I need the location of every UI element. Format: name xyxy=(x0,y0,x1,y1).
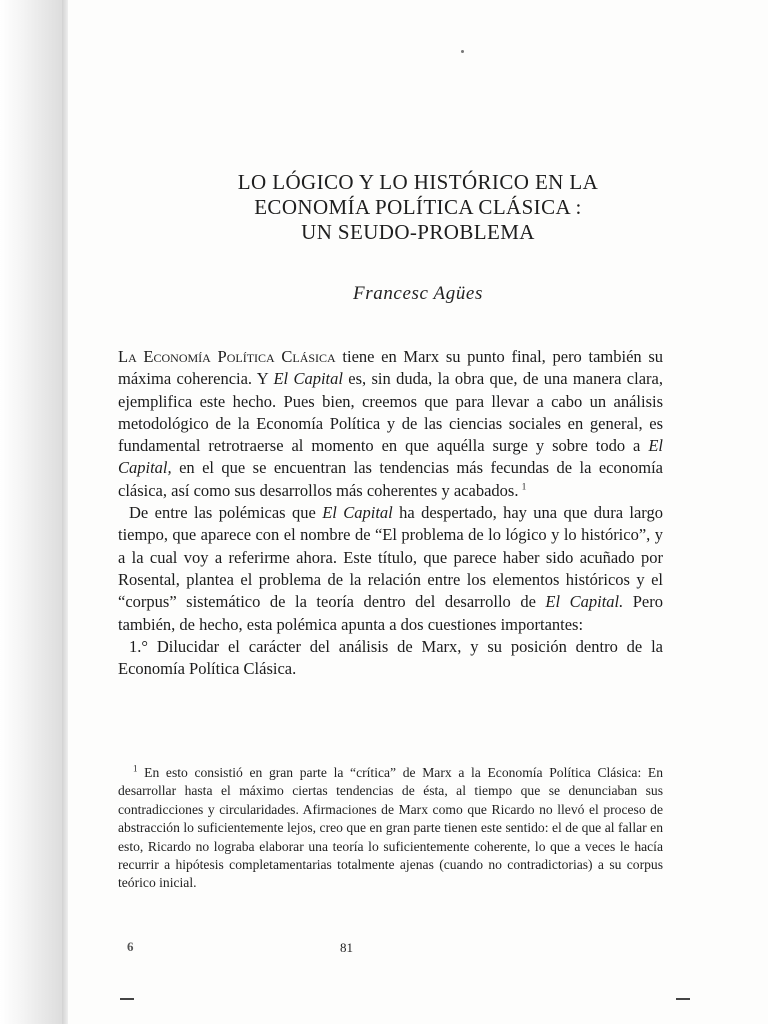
italic-run: El Capital xyxy=(273,369,343,389)
book-page xyxy=(68,0,768,1024)
text-run: es, sin duda, la obra que, de una manera clara, ejemplifica este hecho. Pues bien, creemos que para llevar a cabo un análisis metodológico de la Economía Política y de las ciencias sociales en general, es fundamental retrotraerse al momento en que aquélla surge y sobre todo a xyxy=(118,369,663,456)
page-number: 81 xyxy=(340,940,353,955)
text-run: Pero también, de hecho, esta polémica apunta a dos cuestiones importantes: xyxy=(118,592,663,634)
italic-run: El Capital xyxy=(322,503,393,523)
article-body xyxy=(118,346,663,680)
article-author: Francesc Agües xyxy=(353,283,483,304)
paragraph xyxy=(118,636,663,681)
small-caps-lead: La Economía Política Clásica xyxy=(118,347,336,366)
title-line: ECONOMÍA POLÍTICA CLÁSICA : xyxy=(254,195,582,219)
footnote-text: En esto consistió en gran parte la “crítica” de Marx a la Economía Política Clásica: En desarrollar hasta el máximo ciertas tendencias de ésta, al tiempo que se denunciaban sus contradicciones y circularidades. Afirmaciones de Marx como que Ricardo no llevó el proceso de abstracción lo suficientemente lejos, creo que en gran parte tienen este sentido: el de que al fallar en esto, Ricardo no lograba elaborar una teoría lo suficientemente coherente, lo que a veces le hacía recurrir a hipótesis completamentarias totalmente ajenas (cuando no contradictorias) a su corpus teórico inicial. xyxy=(118,765,663,891)
scan-artifact-dash xyxy=(676,998,690,1000)
footnote xyxy=(118,764,663,893)
scan-artifact-dash xyxy=(120,998,134,1000)
scan-artifact-dot xyxy=(461,50,464,53)
article-title xyxy=(68,170,768,245)
paragraph xyxy=(118,346,663,502)
text-run: De entre las polémicas que xyxy=(129,503,323,523)
folio-mark: 6 xyxy=(127,939,134,954)
italic-run: El Capital. xyxy=(545,592,624,612)
footnote-number: 1 xyxy=(133,763,138,774)
footnote-reference: 1 xyxy=(521,481,527,492)
paragraph xyxy=(118,502,663,636)
text-run: 1.° Dilucidar el carácter del análisis de Marx, y su posición dentro de la Economía Política Clásica. xyxy=(118,636,663,679)
text-run: ha despertado, hay una que dura largo tiempo, que aparece con el nombre de “El problema de lo lógico y lo histórico”, y a la cual voy a referirme ahora. Este título, que parece haber sido acuñado por Rosental, plantea el problema de la relación entre los elementos históricos y el “corpus” sistemático de la teoría dentro del desarrollo de xyxy=(118,503,664,612)
text-run: tiene en Marx su punto final, pero también su máxima coherencia. Y xyxy=(118,347,663,389)
footnotes xyxy=(118,764,663,893)
title-line: LO LÓGICO Y LO HISTÓRICO EN LA xyxy=(237,170,599,194)
italic-run: El Capital, xyxy=(118,436,663,478)
text-run: en el que se encuentran las tendencias más fecundas de la economía clásica, así como sus desarrollos más coherentes y acabados. xyxy=(118,458,663,500)
title-line: UN SEUDO-PROBLEMA xyxy=(301,220,535,244)
scan-left-margin xyxy=(0,0,64,1024)
